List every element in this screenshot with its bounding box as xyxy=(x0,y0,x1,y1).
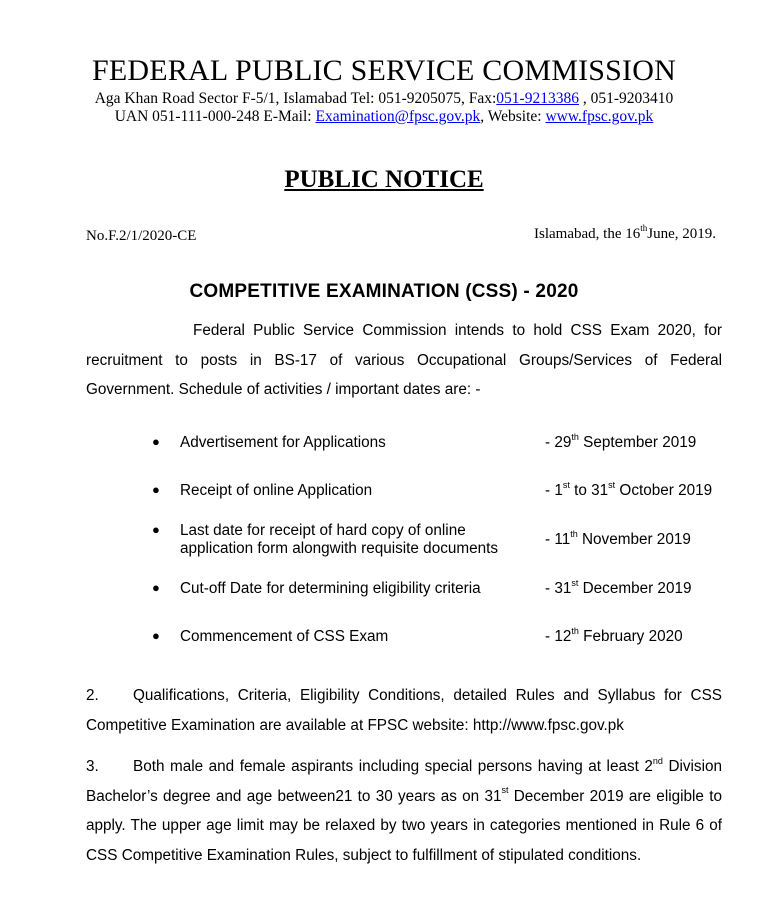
paragraph-text: Qualifications, Criteria, Eligibility Conditions, detailed Rules and Syllabus for CSS Competitive Examination are available at FPSC website: http://www.fpsc.gov.pk xyxy=(86,687,722,734)
paragraph-3 xyxy=(86,752,722,870)
paragraph-number: 2. xyxy=(86,687,99,704)
date-ordinal: th xyxy=(571,625,579,636)
date-part: September 2019 xyxy=(578,434,697,451)
notice-date xyxy=(534,223,716,243)
paragraph-text: Both male and female aspirants including special persons having at least 2 xyxy=(133,758,653,775)
reference-number: No.F.2/1/2020-CE xyxy=(86,228,197,244)
fax-link[interactable]: 051-9213386 xyxy=(496,90,579,107)
date-part: - 31 xyxy=(545,580,572,597)
address-suffix: , 051-9203410 xyxy=(578,90,674,107)
bullet-icon: ● xyxy=(152,580,160,595)
address-prefix: Aga Khan Road Sector F-5/1, Islamabad Tel: 051-9205075, Fax: xyxy=(94,90,497,107)
paragraph-2 xyxy=(86,681,722,740)
schedule-activity: Commencement of CSS Exam xyxy=(180,628,389,645)
schedule-date xyxy=(545,625,683,646)
date-ordinal: st xyxy=(562,479,570,490)
notice-title: PUBLIC NOTICE xyxy=(284,166,484,193)
bullet-icon: ● xyxy=(152,522,160,537)
date-part: November 2019 xyxy=(577,531,691,548)
organization-title: FEDERAL PUBLIC SERVICE COMMISSION xyxy=(92,54,676,87)
contact-line xyxy=(0,108,768,126)
date-part: October 2019 xyxy=(615,482,713,499)
date-ordinal: th xyxy=(571,431,579,442)
date-part: February 2020 xyxy=(578,628,683,645)
date-part: to 31 xyxy=(569,482,609,499)
schedule-activity: Receipt of online Application xyxy=(180,482,373,499)
bullet-icon: ● xyxy=(152,628,160,643)
schedule-date xyxy=(545,431,697,452)
ordinal: nd xyxy=(652,755,663,766)
schedule-date xyxy=(545,528,691,549)
date-ordinal: st xyxy=(571,577,579,588)
date-ordinal: th xyxy=(640,223,648,233)
address-line xyxy=(0,90,768,108)
email-link[interactable]: Examination@fpsc.gov.pk xyxy=(315,108,481,125)
paragraph-text: Division Bachelor’s degree and age between21 to 30 years as on 31 xyxy=(86,758,722,805)
bullet-icon: ● xyxy=(152,482,160,497)
website-label: , Website: xyxy=(480,108,546,125)
ordinal: st xyxy=(501,785,509,796)
date-ordinal: st xyxy=(608,479,616,490)
paragraph-number: 3. xyxy=(86,758,99,775)
date-part: - 11 xyxy=(545,531,571,548)
date-part: - 1 xyxy=(545,482,563,499)
bullet-icon: ● xyxy=(152,434,160,449)
website-link[interactable]: www.fpsc.gov.pk xyxy=(545,108,654,125)
date-prefix: Islamabad, the 16 xyxy=(534,226,641,242)
schedule-date xyxy=(545,577,692,598)
schedule-activity: Advertisement for Applications xyxy=(180,434,386,451)
schedule-activity: Last date for receipt of hard copy of online application form alongwith requisite documents xyxy=(180,522,499,557)
uan-text: UAN 051-111-000-248 E-Mail: xyxy=(114,108,316,125)
date-part: - 12 xyxy=(545,628,572,645)
exam-title: COMPETITIVE EXAMINATION (CSS) - 2020 xyxy=(189,281,579,302)
date-part: December 2019 xyxy=(578,580,692,597)
date-part: - 29 xyxy=(545,434,572,451)
paragraph-text: December 2019 are eligible to apply. The upper age limit may be relaxed by two years in categories mentioned in Rule 6 of CSS Competitive Examination Rules, subject to fulfillment of stipulated conditions. xyxy=(86,787,722,864)
date-ordinal: th xyxy=(570,528,578,539)
schedule-date xyxy=(545,479,713,500)
intro-paragraph: Federal Public Service Commission intends to hold CSS Exam 2020, for recruitment to posts in BS-17 of various Occupational Groups/Services of Federal Government. Schedule of activities / important dates are: - xyxy=(86,322,722,398)
schedule-activity: Cut-off Date for determining eligibility criteria xyxy=(180,580,481,597)
date-suffix: June, 2019. xyxy=(647,226,716,242)
